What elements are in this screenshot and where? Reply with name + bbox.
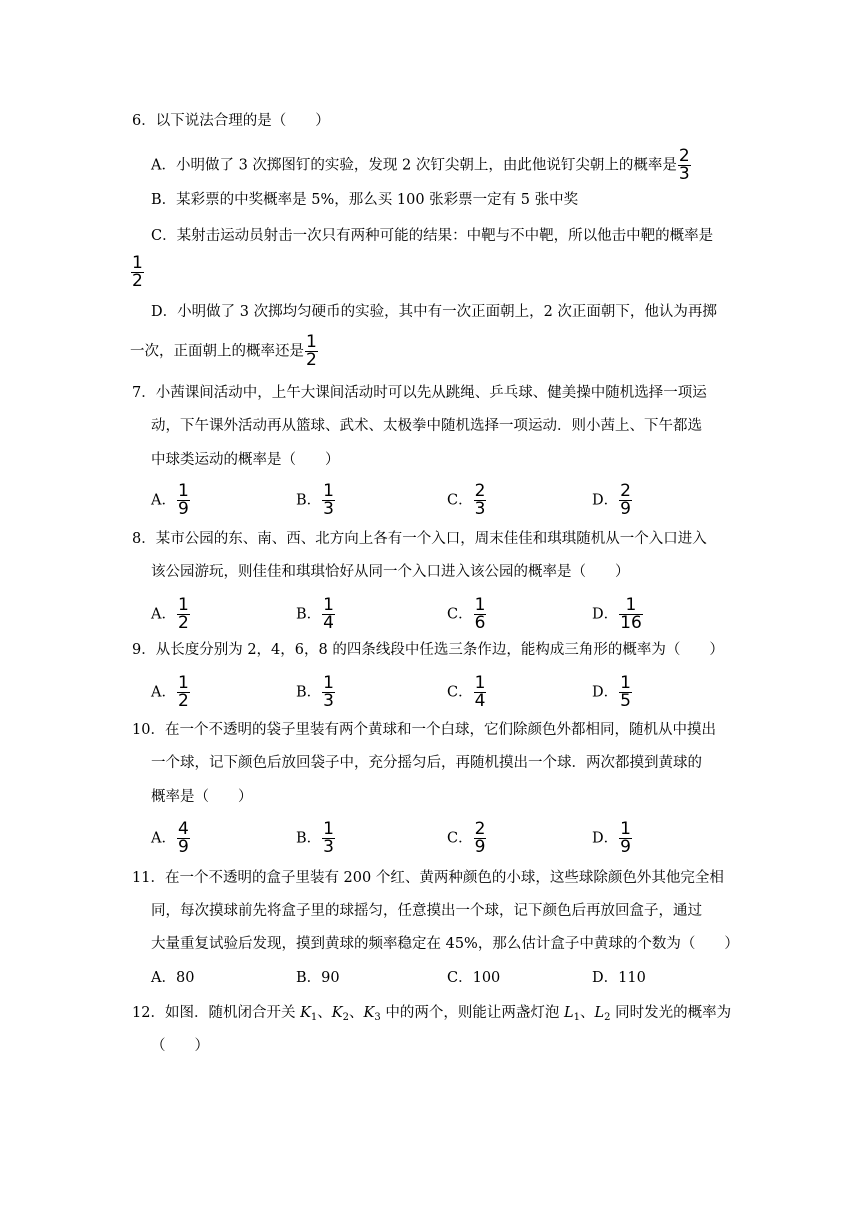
q7-stem-line2: 动，下午课外活动再从篮球、武术、太极拳中随机选择一项运动．则小茜上、下午都选	[151, 418, 702, 434]
q7-stem-line3: 中球类运动的概率是（ ）	[151, 452, 340, 468]
q6-option-d-text: 一次，正面朝上的概率还是	[130, 343, 304, 360]
q10-option-d[interactable]: D． $\frac{1}{9}$	[592, 819, 631, 857]
q6-option-a-text: A．小明做了 3 次掷图钉的实验，发现 2 次钉尖朝上，由此他说钉尖朝上的概率是	[151, 157, 677, 174]
q9-stem: 9．从长度分别为 2，4，6，8 的四条线段中任选三条作边，能构成三角形的概率为（ ）	[132, 642, 724, 658]
q12-stem-line1: 12．如图．随机闭合开关 $K_1$、$K_2$、$K_3$ 中的两个，则能让两盏灯泡 $L_1$、$L_2$ 同时发光的概率为	[132, 1005, 732, 1023]
q10-stem-line3: 概率是（ ）	[151, 789, 253, 805]
q6-stem: 6．以下说法合理的是（ ）	[132, 113, 330, 129]
q11-option-c[interactable]: C．100	[447, 970, 501, 986]
q7-option-d[interactable]: D． $\frac{2}{9}$	[592, 481, 631, 519]
q8-option-a[interactable]: A． $\frac{1}{2}$	[151, 595, 189, 633]
q8-option-b[interactable]: B． $\frac{1}{4}$	[296, 595, 334, 633]
q10-option-c[interactable]: C． $\frac{2}{9}$	[447, 819, 486, 857]
q10-option-b[interactable]: B． $\frac{1}{3}$	[296, 819, 334, 857]
q6-option-d-line1[interactable]: D．小明做了 3 次掷均匀硬币的实验，其中有一次正面朝上，2 次正面朝下，他认为再掷	[151, 304, 717, 320]
q9-option-a[interactable]: A． $\frac{1}{2}$	[151, 673, 189, 711]
q8-stem-line1: 8．某市公园的东、南、西、北方向上各有一个入口，周末佳佳和琪琪随机从一个入口进入	[132, 531, 707, 547]
q7-option-c[interactable]: C． $\frac{2}{3}$	[447, 481, 486, 519]
q11-option-d[interactable]: D．110	[592, 970, 646, 986]
q8-stem-line2: 该公园游玩，则佳佳和琪琪恰好从同一个入口进入该公园的概率是（ ）	[151, 564, 630, 580]
q11-stem-line3: 大量重复试验后发现，摸到黄球的频率稳定在 45%，那么估计盒子中黄球的个数为（ ）	[151, 936, 739, 952]
q10-option-a[interactable]: A． $\frac{4}{9}$	[151, 819, 189, 857]
q11-stem-line2: 同，每次摸球前先将盒子里的球摇匀，任意摸出一个球，记下颜色后再放回盒子，通过	[151, 903, 702, 919]
q8-option-c[interactable]: C． $\frac{1}{6}$	[447, 595, 486, 633]
q6-option-a[interactable]	[151, 148, 692, 183]
q6-option-c-fraction: $\frac{1}{2}$	[132, 253, 143, 291]
q10-stem-line2: 一个球，记下颜色后放回袋子中，充分摇匀后，再随机摸出一个球．两次都摸到黄球的	[151, 755, 702, 771]
q7-stem-line1: 7．小茜课间活动中，上午大课间活动时可以先从跳绳、乒乓球、健美操中随机选择一项运	[132, 385, 707, 401]
q10-stem-line1: 10．在一个不透明的袋子里装有两个黄球和一个白球，它们除颜色外都相同，随机从中摸出	[132, 722, 716, 738]
q12-stem-line2: （ ）	[151, 1038, 209, 1054]
q6-option-d-fraction: $\frac{1}{2}$	[306, 332, 317, 370]
q11-stem-line1: 11．在一个不透明的盒子里装有 200 个红、黄两种颜色的小球，这些球除颜色外其他完全相	[132, 870, 724, 886]
q11-option-a[interactable]: A．80	[151, 970, 195, 986]
q6-option-d-line2[interactable]	[130, 334, 319, 369]
q9-option-b[interactable]: B． $\frac{1}{3}$	[296, 673, 334, 711]
q8-option-d[interactable]: D． $\frac{1}{16}$	[592, 595, 642, 633]
q6-option-c[interactable]: C．某射击运动员射击一次只有两种可能的结果：中靶与不中靶，所以他击中靶的概率是	[151, 228, 714, 244]
q11-option-b[interactable]: B．90	[296, 970, 340, 986]
q9-option-d[interactable]: D． $\frac{1}{5}$	[592, 673, 631, 711]
q7-option-b[interactable]: B． $\frac{1}{3}$	[296, 481, 334, 519]
q6-option-a-fraction: $\frac{2}{3}$	[678, 146, 690, 184]
q9-option-c[interactable]: C． $\frac{1}{4}$	[447, 673, 486, 711]
q6-option-b[interactable]: B．某彩票的中奖概率是 5%，那么买 100 张彩票一定有 5 张中奖	[151, 192, 579, 208]
q7-option-a[interactable]: A． $\frac{1}{9}$	[151, 481, 189, 519]
